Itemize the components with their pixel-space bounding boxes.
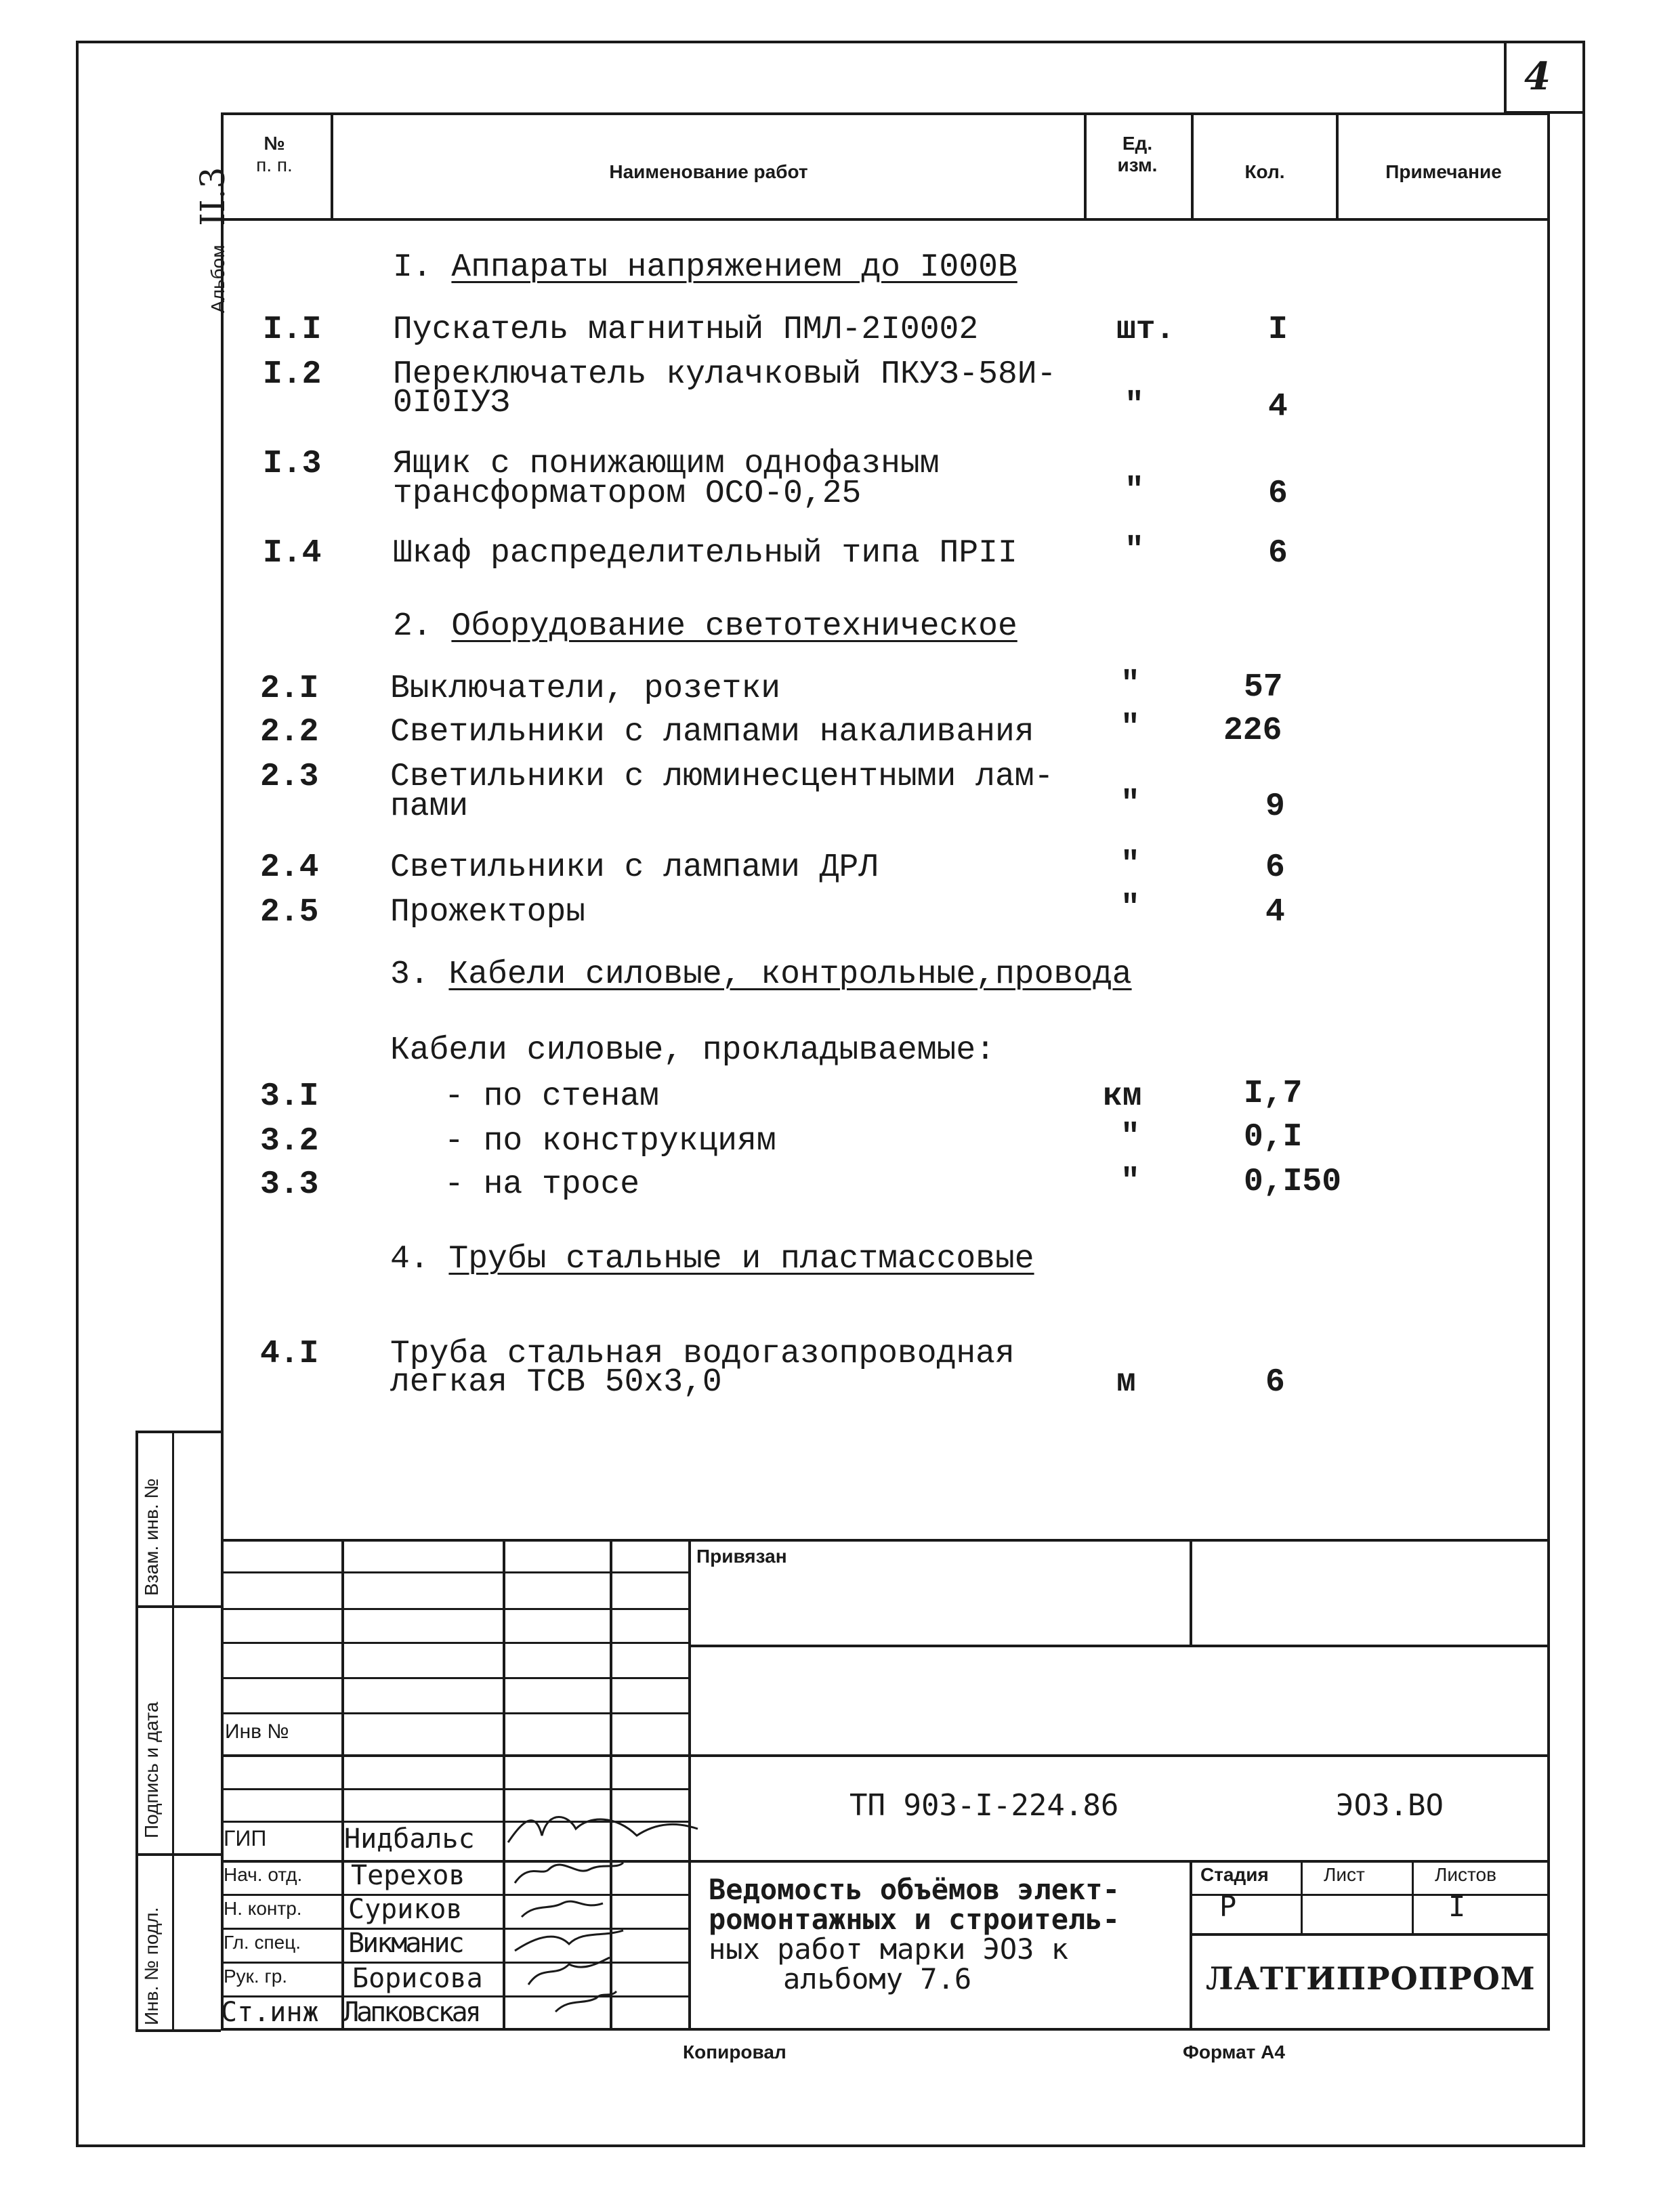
stage-value: Р xyxy=(1219,1890,1237,1923)
side-label-vzam: Взам. инв. № xyxy=(141,1478,162,1596)
row-12-name: - на тросе xyxy=(444,1166,640,1203)
tb-row-stage-labels xyxy=(1190,1894,1550,1896)
role-n-kontr: Н. контр. xyxy=(224,1898,302,1919)
row-8-unit: " xyxy=(1120,847,1140,883)
section-2-title: Оборудование светотехническое xyxy=(451,608,1017,645)
header-unit-line-1: Ед. xyxy=(1122,133,1153,154)
row-3-qty: 6 xyxy=(1268,475,1288,512)
header-bottom-line xyxy=(221,218,1550,221)
sheets-value: I xyxy=(1448,1890,1466,1923)
row-6-no: 2.2 xyxy=(260,714,319,750)
section-3-title: Кабели силовые, контрольные,провода xyxy=(448,956,1132,993)
description-line-3: ных работ марки ЭОЗ к xyxy=(709,1932,1069,1966)
row-10-no: 3.I xyxy=(260,1078,319,1115)
row-11-unit: " xyxy=(1120,1119,1140,1156)
section-1 xyxy=(393,249,1017,286)
row-7-qty: 9 xyxy=(1265,788,1285,825)
sheet-label: Лист xyxy=(1324,1864,1365,1885)
inv-no-label: Инв № xyxy=(225,1720,289,1743)
name-gl-spec: Викманис xyxy=(348,1928,463,1959)
row-9-qty: 4 xyxy=(1265,894,1285,931)
row-8-name: Светильники с лампами ДРЛ xyxy=(390,849,879,886)
row-4-no: I.4 xyxy=(263,535,322,572)
album-number: II.3 xyxy=(193,167,232,226)
row-5-no: 2.I xyxy=(260,671,319,707)
tb-col-1 xyxy=(341,1539,344,2031)
name-ruk-gr: Борисова xyxy=(352,1963,483,1994)
tb-row-5 xyxy=(221,1712,688,1714)
section-2 xyxy=(393,608,1017,645)
page-number-box-left xyxy=(1504,41,1507,112)
description xyxy=(709,1875,1120,1994)
side-stamp-divider xyxy=(172,1431,174,2031)
tb-line-code-top xyxy=(221,1754,1550,1757)
row-10-name: - по стенам xyxy=(444,1078,659,1115)
role-gip: ГИП xyxy=(224,1826,267,1850)
section-1-title: Аппараты напряжением до I000В xyxy=(451,249,1017,286)
row-10-qty: I,7 xyxy=(1244,1076,1303,1112)
row-13-name-1: Труба стальная водогазопроводная xyxy=(390,1336,1015,1372)
section-3 xyxy=(390,956,1132,993)
header-note: Примечание xyxy=(1385,161,1502,182)
section-4-title: Трубы стальные и пластмассовые xyxy=(448,1241,1034,1277)
row-6-name: Светильники с лампами накаливания xyxy=(390,714,1034,750)
side-stamp-bottom xyxy=(135,2029,221,2032)
name-n-kontr: Суриков xyxy=(348,1894,463,1925)
section-1-num: I. xyxy=(393,249,432,286)
side-stamp-top xyxy=(135,1431,221,1433)
role-ruk-gr: Рук. гр. xyxy=(224,1966,288,1987)
row-1-unit: шт. xyxy=(1116,312,1175,348)
tb-row-stage-values xyxy=(1190,1933,1550,1936)
row-6-unit: " xyxy=(1120,710,1140,746)
role-st-inzh: Ст.инж xyxy=(221,1997,319,2028)
row-5-qty: 57 xyxy=(1244,669,1283,706)
name-nach-otd: Терехов xyxy=(351,1860,465,1891)
row-12-qty: 0,I50 xyxy=(1244,1164,1342,1200)
name-gip: Нидбальс xyxy=(344,1823,475,1855)
copied-label: Копировал xyxy=(683,2042,786,2062)
row-2-unit: " xyxy=(1125,387,1144,424)
side-stamp-sep-2 xyxy=(135,1853,221,1856)
row-5-name: Выключатели, розетки xyxy=(390,671,781,707)
header-unit-line-2: изм. xyxy=(1117,154,1158,175)
tb-col-stage-left xyxy=(1190,1860,1192,2031)
header-qty: Кол. xyxy=(1244,161,1285,182)
tb-row-1 xyxy=(221,1571,688,1573)
tb-row-7 xyxy=(221,1788,688,1790)
side-stamp-left xyxy=(135,1431,138,2031)
row-2-no: I.2 xyxy=(263,356,322,393)
signature-n-kontr xyxy=(522,1901,603,1917)
header-unit xyxy=(1087,133,1188,176)
row-1-qty: I xyxy=(1268,312,1288,348)
tb-row-2 xyxy=(221,1608,688,1610)
row-11-qty: 0,I xyxy=(1244,1119,1303,1156)
signature-gip xyxy=(508,1817,698,1843)
description-line-1: Ведомость объёмов элект- xyxy=(709,1873,1120,1906)
row-11-name: - по конструкциям xyxy=(444,1123,776,1160)
doc-code: ТП 903-I-224.86 xyxy=(849,1788,1119,1823)
row-11-no: 3.2 xyxy=(260,1123,319,1160)
row-4-unit: " xyxy=(1125,532,1144,569)
page-number: 4 xyxy=(1524,54,1551,99)
tb-line-top xyxy=(221,1539,1550,1542)
header-no-line-1: № xyxy=(264,133,285,154)
row-2-name-1: Переключатель кулачковый ПКУЗ-58И- xyxy=(393,356,1057,393)
description-line-4: альбому 7.6 xyxy=(783,1962,972,1995)
side-label-inv-podl: Инв. № подл. xyxy=(141,1907,162,2025)
row-3-name-1: Ящик с понижающим однофазным xyxy=(393,446,940,482)
row-12-unit: " xyxy=(1120,1164,1140,1200)
row-13-name-2: легкая ТСВ 50х3,0 xyxy=(390,1364,722,1401)
signature-ruk-gr xyxy=(528,1958,610,1985)
description-line-2: ромонтажных и строитель- xyxy=(709,1903,1120,1936)
row-7-name-1: Светильники с люминесцентными лам- xyxy=(390,759,1054,795)
role-gl-spec: Гл. спец. xyxy=(224,1932,301,1953)
doc-mark: ЭОЗ.ВО xyxy=(1336,1788,1444,1823)
row-2-name-2: 0I0IУЗ xyxy=(393,385,510,421)
privyazan-label: Привязан xyxy=(696,1546,787,1567)
signature-st-inzh xyxy=(555,1991,616,2012)
stage-label: Стадия xyxy=(1200,1864,1269,1885)
row-3-no: I.3 xyxy=(263,446,322,482)
row-5-unit: " xyxy=(1120,667,1140,703)
tb-row-4 xyxy=(221,1677,688,1679)
row-3-name-2: трансформатором ОСО-0,25 xyxy=(393,475,862,512)
section-3-num: 3. xyxy=(390,956,429,993)
sheets-label: Листов xyxy=(1435,1864,1496,1885)
album-label xyxy=(193,167,232,313)
row-7-name-2: пами xyxy=(390,788,469,825)
section-4-num: 4. xyxy=(390,1241,429,1277)
row-9-name: Прожекторы xyxy=(390,894,586,931)
signature-gl-spec xyxy=(515,1930,623,1951)
cables-subheading: Кабели силовые, прокладываемые: xyxy=(390,1032,995,1069)
row-7-no: 2.3 xyxy=(260,759,319,795)
row-13-qty: 6 xyxy=(1265,1364,1285,1401)
row-13-no: 4.I xyxy=(260,1336,319,1372)
header-no-line-2: п. п. xyxy=(256,154,293,175)
row-6-qty: 226 xyxy=(1223,713,1282,749)
row-4-qty: 6 xyxy=(1268,535,1288,572)
header-name: Наименование работ xyxy=(609,161,808,182)
row-3-unit: " xyxy=(1125,473,1144,509)
tb-col-stage-right xyxy=(1301,1860,1303,1933)
side-stamp-sep-1 xyxy=(135,1605,221,1608)
signatures xyxy=(501,1795,705,2018)
signature-nach-otd xyxy=(515,1863,623,1883)
album-label-text: Альбом xyxy=(207,245,228,313)
row-13-unit: м xyxy=(1116,1364,1136,1401)
tb-row-3 xyxy=(221,1642,688,1644)
section-4 xyxy=(390,1241,1034,1277)
row-1-no: I.I xyxy=(263,312,322,348)
side-label-podpis: Подпись и дата xyxy=(141,1701,162,1838)
row-4-name: Шкаф распределительный типа ПРII xyxy=(393,535,1017,572)
row-8-qty: 6 xyxy=(1265,849,1285,886)
row-7-unit: " xyxy=(1120,786,1140,822)
row-8-no: 2.4 xyxy=(260,849,319,886)
row-10-unit: км xyxy=(1103,1078,1142,1115)
row-2-qty: 4 xyxy=(1268,389,1288,425)
header-no xyxy=(224,133,325,176)
section-2-num: 2. xyxy=(393,608,432,645)
format-label: Формат А4 xyxy=(1183,2042,1285,2062)
row-9-no: 2.5 xyxy=(260,894,319,931)
row-1-name: Пускатель магнитный ПМЛ-2I0002 xyxy=(393,312,979,348)
row-9-unit: " xyxy=(1120,890,1140,927)
tb-col-sheet-right xyxy=(1412,1860,1414,1933)
tb-line-privyazan-bottom xyxy=(688,1645,1550,1647)
name-st-inzh: Лапковская xyxy=(343,1997,479,2028)
row-12-no: 3.3 xyxy=(260,1166,319,1203)
tb-col-privyazan-right xyxy=(1190,1539,1192,1645)
role-nach-otd: Нач. отд. xyxy=(224,1864,303,1885)
organization: ЛАТГИПРОПРОМ xyxy=(1206,1960,1536,1997)
